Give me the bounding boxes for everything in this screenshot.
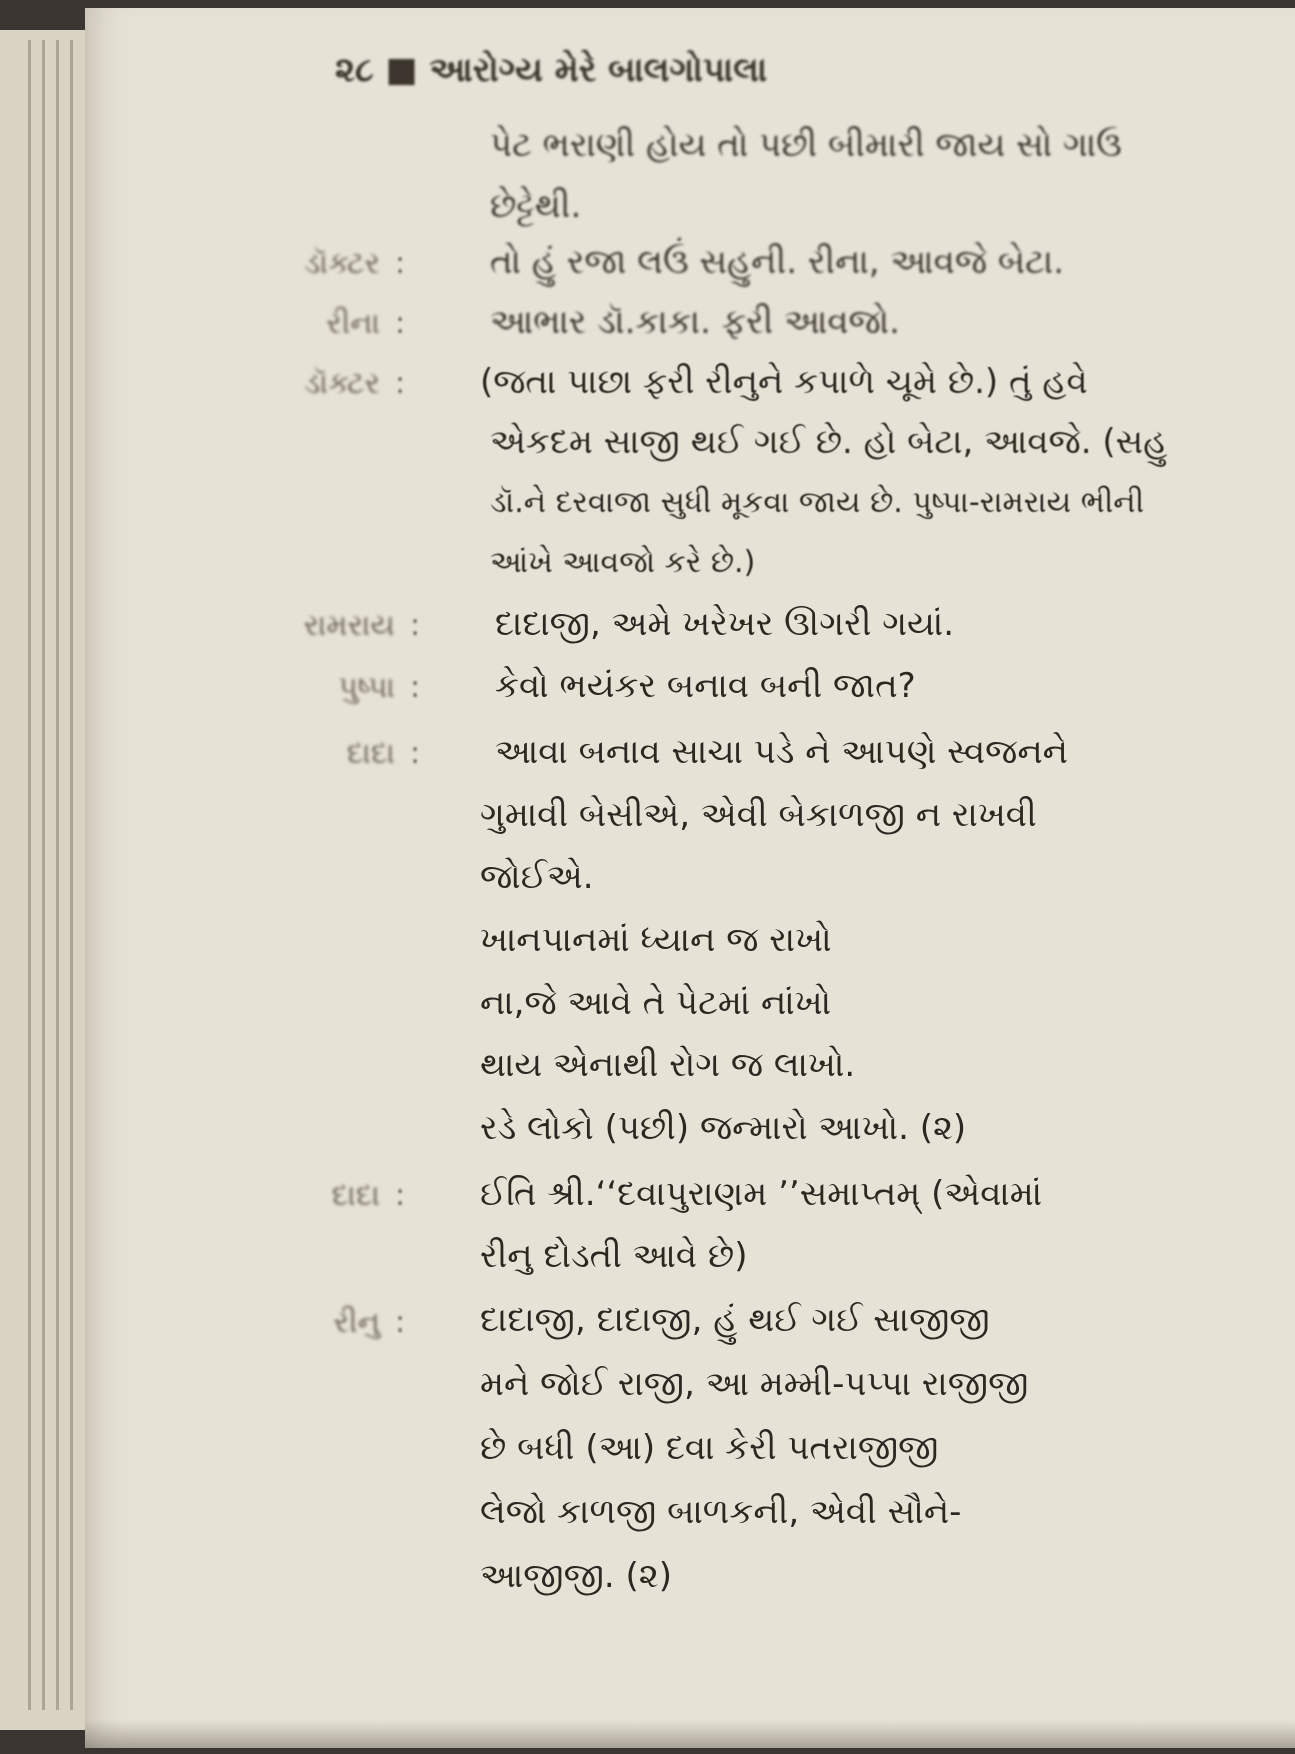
song-line: લેજો કાળજી બાળકની, એવી સૌને- (480, 1492, 962, 1532)
book-page (85, 8, 1295, 1748)
song-line: ના,જે આવે તે પેટમાં નાંખો (480, 983, 832, 1023)
song-line: આજીજી. (૨) (480, 1556, 672, 1596)
speaker-colon: : (395, 246, 406, 281)
dialogue-line: રીનુ દોડતી આવે છે) (480, 1236, 748, 1276)
speaker-colon: : (410, 608, 421, 643)
dialogue-line: દાદાજી, અમે ખરેખર ઊગરી ગયાં. (495, 604, 955, 644)
speaker-name: ડૉક્ટર (303, 366, 380, 401)
running-head: ૨૮ ■ આરોગ્ય મેરે બાલગોપાલા (335, 50, 768, 90)
speaker-colon: : (410, 670, 421, 705)
speaker-name: દાદા (346, 736, 395, 771)
speaker-colon: : (395, 1305, 406, 1340)
dialogue-line: જોઈએ. (480, 857, 594, 897)
speaker-colon: : (395, 366, 406, 401)
song-line: રડે લોકો (પછી) જન્મારો આખો. (૨) (480, 1108, 967, 1148)
page-edge-line (42, 40, 45, 1710)
song-line: થાય એનાથી રોગ જ લાખો. (480, 1045, 856, 1085)
dialogue-line: ગુમાવી બેસીએ, એવી બેકાળજી ન રાખવી (480, 795, 1037, 835)
dialogue-line: આભાર ડૉ.કાકા. ફરી આવજો. (490, 302, 900, 342)
page-edge-line (28, 40, 31, 1710)
song-line: છે બધી (આ) દવા કેરી પતરાજીજી (480, 1428, 939, 1468)
page-edge-line (56, 40, 59, 1710)
speaker-name: રામરાય (303, 608, 395, 643)
dialogue-line: ડૉ.ને દરવાજા સુધી મૂકવા જાય છે. પુષ્પા-રામરાય ભીની (490, 485, 1145, 520)
dialogue-line: એકદમ સાજી થઈ ગઈ છે. હો બેટા, આવજે. (સહુ (490, 422, 1168, 462)
dialogue-line: (જતા પાછા ફરી રીનુને કપાળે ચૂમે છે.) તું હવે (480, 362, 1088, 402)
speaker-name: પુષ્પા (338, 670, 395, 705)
speaker-name: દાદા (331, 1178, 380, 1213)
dialogue-line: ઈતિ શ્રી.‘‘દવાપુરાણમ ’’સમાપ્તમ્ (એવામાં (480, 1174, 1043, 1214)
dialogue-line: તો હું રજા લઉં સહુની. રીના, આવજે બેટા. (490, 242, 1065, 282)
page-edge-line (70, 40, 73, 1710)
speaker-name: ડૉક્ટર (303, 246, 380, 281)
book-page-edges (0, 30, 95, 1730)
song-line: મને જોઈ રાજી, આ મમ્મી-પપ્પા રાજીજી (480, 1364, 1029, 1404)
speaker-name: રીના (326, 306, 380, 341)
speaker-colon: : (395, 306, 406, 341)
speaker-colon: : (410, 736, 421, 771)
page-bottom-shadow (85, 1720, 1295, 1748)
dialogue-line: આવા બનાવ સાચા પડે ને આપણે સ્વજનને (495, 732, 1069, 772)
dialogue-line: આંખે આવજો કરે છે.) (490, 545, 756, 580)
speaker-name: રીનુ (333, 1305, 380, 1340)
song-line: દાદાજી, દાદાજી, હું થઈ ગઈ સાજીજી (480, 1300, 990, 1340)
dialogue-line: કેવો ભયંકર બનાવ બની જાત? (495, 666, 916, 706)
dialogue-line: છેટ્ટેથી. (490, 186, 582, 226)
speaker-colon: : (395, 1178, 406, 1213)
song-line: ખાનપાનમાં ધ્યાન જ રાખો (480, 920, 832, 960)
dialogue-line: પેટ ભરાણી હોય તો પછી બીમારી જાય સો ગાઉ (490, 125, 1122, 165)
